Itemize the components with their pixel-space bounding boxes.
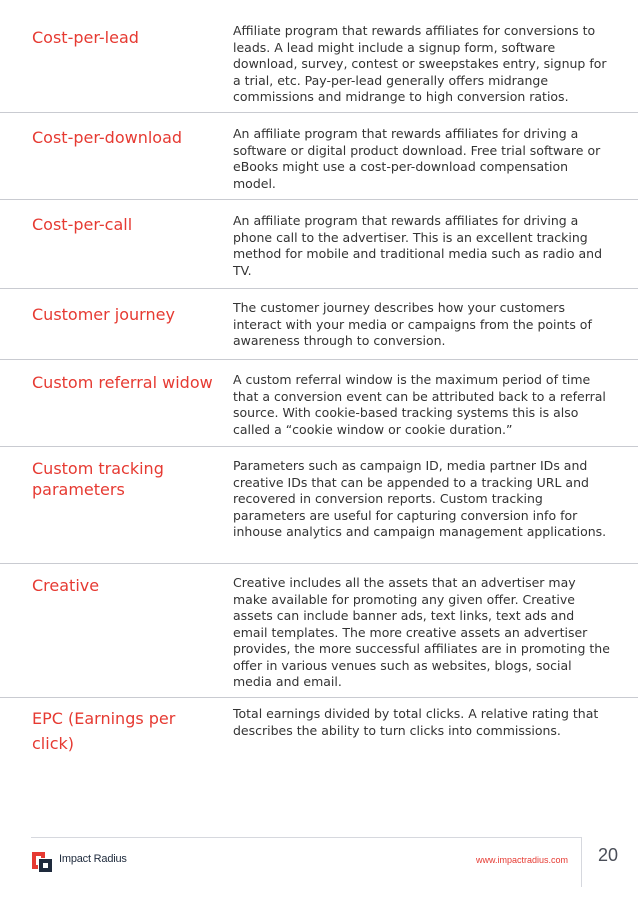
- footer-divider: [31, 837, 581, 838]
- glossary-definition: The customer journey describes how your customers interact with your media or campaigns from the points of awareness through to conversion.: [233, 300, 592, 348]
- glossary-term: Cost-per-lead: [32, 28, 139, 47]
- glossary-definition: Affiliate program that rewards affiliates for conversions to leads. A lead might include a signup form, software download, survey, contest or sweepstakes entry, signup for a trial, etc. Pay-per-lead generally offers midrange commissions and midrange to high conversion ratios.: [233, 23, 607, 104]
- divider: [0, 359, 638, 360]
- footer-vertical-divider: [581, 837, 582, 887]
- divider: [0, 199, 638, 200]
- divider: [0, 288, 638, 289]
- glossary-term: Cost-per-download: [32, 128, 183, 147]
- impact-radius-logo-icon: [30, 850, 54, 874]
- divider: [0, 112, 638, 113]
- glossary-term: Custom tracking parameters: [32, 459, 164, 499]
- glossary-term: Creative: [32, 576, 100, 595]
- brand-name: Impact Radius: [59, 853, 127, 865]
- divider: [0, 563, 638, 564]
- glossary-term: Cost-per-call: [32, 215, 133, 234]
- glossary-term: Custom referral widow: [32, 373, 213, 392]
- glossary-definition: An affiliate program that rewards affiliates for driving a phone call to the advertiser. This is an excellent tracking method for mobile and traditional media such as radio and TV.: [233, 213, 603, 278]
- glossary-definition: Creative includes all the assets that an advertiser may make available for promoting any given offer. Creative assets can include banner ads, text links, text ads and email templates. The more creative assets an advertiser provides, the more successful affiliates are in promoting the offer in various venues such as websites, blogs, social media and email.: [233, 575, 610, 689]
- glossary-definition: Total earnings divided by total clicks. A relative rating that describes the ability to turn clicks into commissions.: [233, 706, 599, 738]
- glossary-definition: A custom referral window is the maximum period of time that a conversion event can be attributed back to a referral source. With cookie-based tracking systems this is also called a “cookie window or cookie duration.”: [233, 372, 606, 437]
- website-link[interactable]: www.impactradius.com: [475, 855, 568, 865]
- glossary-definition: Parameters such as campaign ID, media partner IDs and creative IDs that can be appended to a tracking URL and recovered in conversion reports. Custom tracking parameters are useful for capturing conversion info for inhouse analytics and campaign management applications.: [233, 458, 607, 539]
- glossary-definition: An affiliate program that rewards affiliates for driving a software or digital product download. Free trial software or eBooks might use a cost-per-download compensation model.: [233, 126, 601, 191]
- divider: [0, 446, 638, 447]
- glossary-term: Customer journey: [32, 305, 175, 324]
- page-number: 20: [597, 845, 619, 865]
- glossary-term: EPC (Earnings per click): [32, 709, 176, 753]
- divider: [0, 697, 638, 698]
